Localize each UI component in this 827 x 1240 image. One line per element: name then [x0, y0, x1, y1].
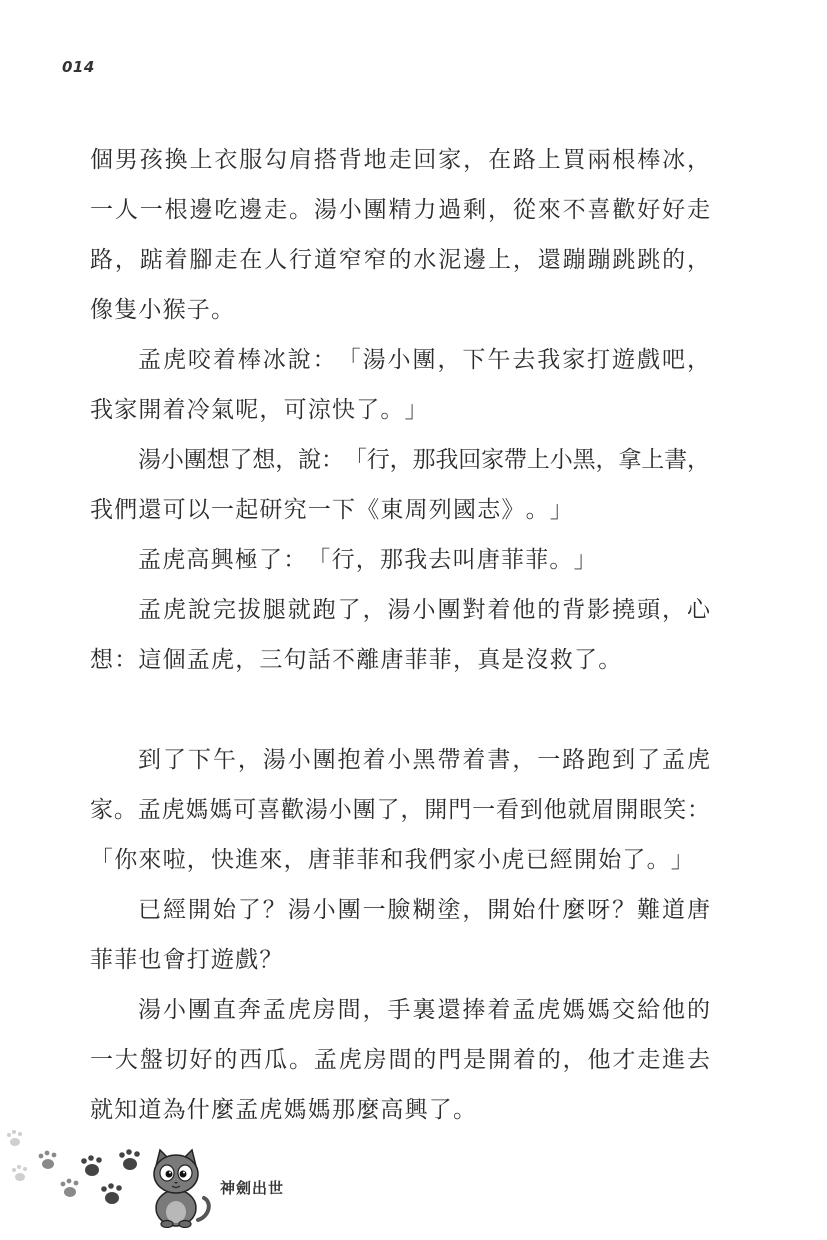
text-line: 就 知 道 為 什 麼 孟 虎 媽 媽 那 麼 高 興 了 。: [90, 1097, 476, 1123]
text-line: 菲 菲 也 會 打 遊 戲 ？: [90, 947, 283, 973]
text-line: 湯 小 團 想 了 想 ， 說 ： 「 行 ， 那 我 回 家 帶 上 小 黑 ， 拿 上 書 ，: [138, 447, 710, 473]
text-line: 孟 虎 高 興 極 了 ： 「 行 ， 那 我 去 叫 唐 菲 菲 。 」: [138, 547, 597, 573]
text-line: 像 隻 小 猴 子 。: [90, 297, 234, 323]
text-line: 湯 小 團 直 奔 孟 虎 房 間 ， 手 裏 還 捧 着 孟 虎 媽 媽 交 給 他 的: [138, 997, 710, 1023]
text-line: 到 了 下 午 ， 湯 小 團 抱 着 小 黑 帶 着 書 ， 一 路 跑 到 了 孟 虎: [138, 747, 710, 773]
text-line: 家 。 孟 虎 媽 媽 可 喜 歡 湯 小 團 了 ， 開 門 一 看 到 他 就 眉 開 眼 笑 ：: [90, 797, 710, 823]
text-line: 孟 虎 說 完 拔 腿 就 跑 了 ， 湯 小 團 對 着 他 的 背 影 撓 頭 ， 心: [138, 597, 710, 623]
text-line: 一 大 盤 切 好 的 西 瓜 。 孟 虎 房 間 的 門 是 開 着 的 ， 他 才 走 進 去: [90, 1047, 710, 1073]
page-number: 014: [62, 58, 95, 76]
text-line: 路 ， 踮 着 腳 走 在 人 行 道 窄 窄 的 水 泥 邊 上 ， 還 蹦 蹦 跳 跳 的 ，: [90, 247, 710, 273]
text-line: 一 人 一 根 邊 吃 邊 走 。 湯 小 團 精 力 過 剩 ， 從 來 不 喜 歡 好 好 走: [90, 197, 710, 223]
text-line: 個 男 孩 換 上 衣 服 勾 肩 搭 背 地 走 回 家 ， 在 路 上 買 兩 根 棒 冰 ，: [90, 147, 710, 173]
cat-mascot-icon: [140, 1148, 212, 1228]
book-title-footer: 神劍出世: [220, 1179, 285, 1197]
text-line: 想 ： 這 個 孟 虎 ， 三 句 話 不 離 唐 菲 菲 ， 真 是 沒 救 了 。: [90, 647, 622, 673]
text-line: 已 經 開 始 了 ？ 湯 小 團 一 臉 糊 塗 ， 開 始 什 麼 呀 ？ 難 道 唐: [138, 897, 710, 923]
text-line: 孟 虎 咬 着 棒 冰 說 ： 「 湯 小 團 ， 下 午 去 我 家 打 遊 戲 吧 ，: [138, 347, 710, 373]
text-line: 我 們 還 可 以 一 起 研 究 一 下 《 東 周 列 國 志 》 。 」: [90, 497, 573, 523]
text-line: 我 家 開 着 冷 氣 呢 ， 可 涼 快 了 。 」: [90, 397, 428, 423]
text-line: 「 你 來 啦 ， 快 進 來 ， 唐 菲 菲 和 我 們 家 小 虎 已 經 開 始 了 。 」: [90, 847, 694, 873]
paw-prints-icon: [0, 1120, 160, 1220]
